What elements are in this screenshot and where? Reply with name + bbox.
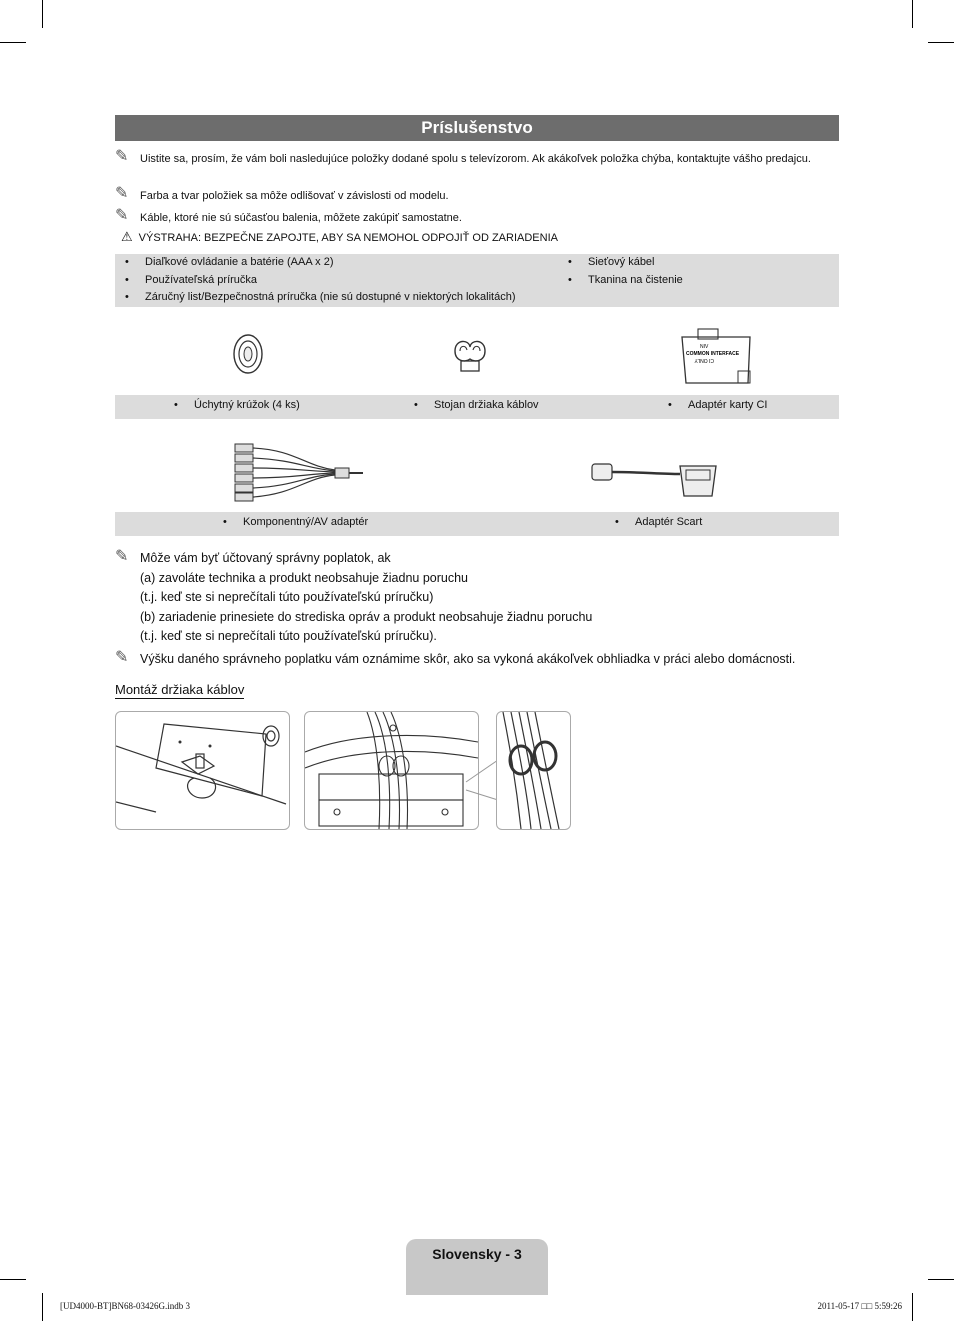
- list-item: • Sieťový kábel: [588, 256, 655, 268]
- fee-note-text: Výšku daného správneho poplatku vám oznámime skôr, ako sa vykoná akákoľvek obhliadka v práci alebo domácnosti.: [140, 652, 796, 666]
- warning-text: VÝSTRAHA: BEZPEČNE ZAPOJTE, ABY SA NEMOHOL ODPOJIŤ OD ZARIADENIA: [138, 232, 558, 244]
- crop-mark: [928, 42, 954, 43]
- assembly-detail: [496, 711, 571, 830]
- fee-note: [115, 650, 795, 670]
- pencil-note-icon: ✎: [115, 185, 129, 202]
- crop-mark: [912, 0, 913, 28]
- cable-clip-detail-illustration: [497, 712, 570, 829]
- pencil-note-icon: ✎: [115, 548, 129, 565]
- assembly-step-2: [304, 711, 479, 830]
- list-item: • Záručný list/Bezpečnostná príručka (nie sú dostupné v niektorých lokalitách): [145, 291, 516, 303]
- fee-line: (b) zariadenie prinesiete do strediska opráv a produkt neobsahuje žiadnu poruchu: [140, 609, 593, 624]
- fee-line: (t.j. keď ste si neprečítali túto používateľskú príručku): [140, 590, 434, 604]
- pencil-note-icon: ✎: [115, 649, 129, 666]
- caption-item: • Adaptér karty CI: [688, 399, 767, 411]
- note-item: [115, 207, 839, 226]
- ci-card-label: CI ONLY: [694, 357, 714, 363]
- detail-connector-lines: [466, 760, 498, 800]
- page-title: Príslušenstvo: [115, 115, 839, 141]
- assembly-step-1: [115, 711, 290, 830]
- ci-card-label: COMMON INTERFACE: [686, 351, 740, 357]
- caption-item: • Úchytný krúžok (4 ks): [194, 399, 300, 411]
- warning-triangle-icon: ⚠: [121, 229, 133, 244]
- crop-mark: [0, 42, 26, 43]
- note-text: Uistite sa, prosím, že vám boli nasledujúce položky dodané spolu s televízorom. Ak akákoľvek položka chýba, kontaktujte vášho predajcu.: [140, 153, 811, 165]
- crop-mark: [42, 1293, 43, 1321]
- scart-adapter-illustration: [590, 458, 720, 500]
- fee-note: [115, 549, 592, 647]
- cable-holder-illustration: [305, 712, 478, 829]
- component-av-adapter-illustration: [225, 440, 365, 502]
- pencil-note-icon: ✎: [115, 148, 129, 165]
- caption-item: • Adaptér Scart: [635, 516, 702, 528]
- note-item: [115, 148, 839, 167]
- cable-stand-illustration: [451, 337, 489, 373]
- crop-mark: [912, 1293, 913, 1321]
- list-item: • Diaľkové ovládanie a batérie (AAA x 2): [145, 256, 333, 268]
- note-text: Farba a tvar položiek sa môže odlišovať v závislosti od modelu.: [140, 190, 449, 202]
- fee-line: (a) zavoláte technika a produkt neobsahuje žiadnu poruchu: [140, 570, 468, 585]
- caption-item: • Stojan držiaka káblov: [434, 399, 539, 411]
- pencil-note-icon: ✎: [115, 207, 129, 224]
- page-label: Slovensky - 3: [432, 1246, 522, 1262]
- fee-line: (t.j. keď ste si neprečítali túto používateľskú príručku).: [140, 629, 437, 643]
- list-item: • Používateľská príručka: [145, 274, 257, 286]
- footer-timestamp: 2011-05-17 □□ 5:59:26: [817, 1301, 902, 1311]
- warning-line: [121, 229, 558, 245]
- fee-intro: Môže vám byť účtovaný správny poplatok, ak: [140, 551, 391, 565]
- section-heading: Montáž držiaka káblov: [115, 682, 245, 697]
- note-text: Káble, ktoré nie sú súčasťou balenia, môžete zakúpiť samostatne.: [140, 212, 462, 224]
- page-number-tab: [406, 1239, 548, 1295]
- ci-card-adapter-illustration: [678, 327, 756, 387]
- holder-ring-illustration: [232, 333, 264, 375]
- caption-item: • Komponentný/AV adaptér: [243, 516, 368, 528]
- list-item: • Tkanina na čistenie: [588, 274, 683, 286]
- crop-mark: [42, 0, 43, 28]
- ci-card-label: NIV: [700, 344, 709, 350]
- footer-file-info: [UD4000-BT]BN68-03426G.indb 3: [60, 1301, 190, 1311]
- crop-mark: [0, 1279, 26, 1280]
- crop-mark: [928, 1279, 954, 1280]
- note-item: [115, 185, 839, 204]
- tv-stand-illustration: [116, 712, 289, 829]
